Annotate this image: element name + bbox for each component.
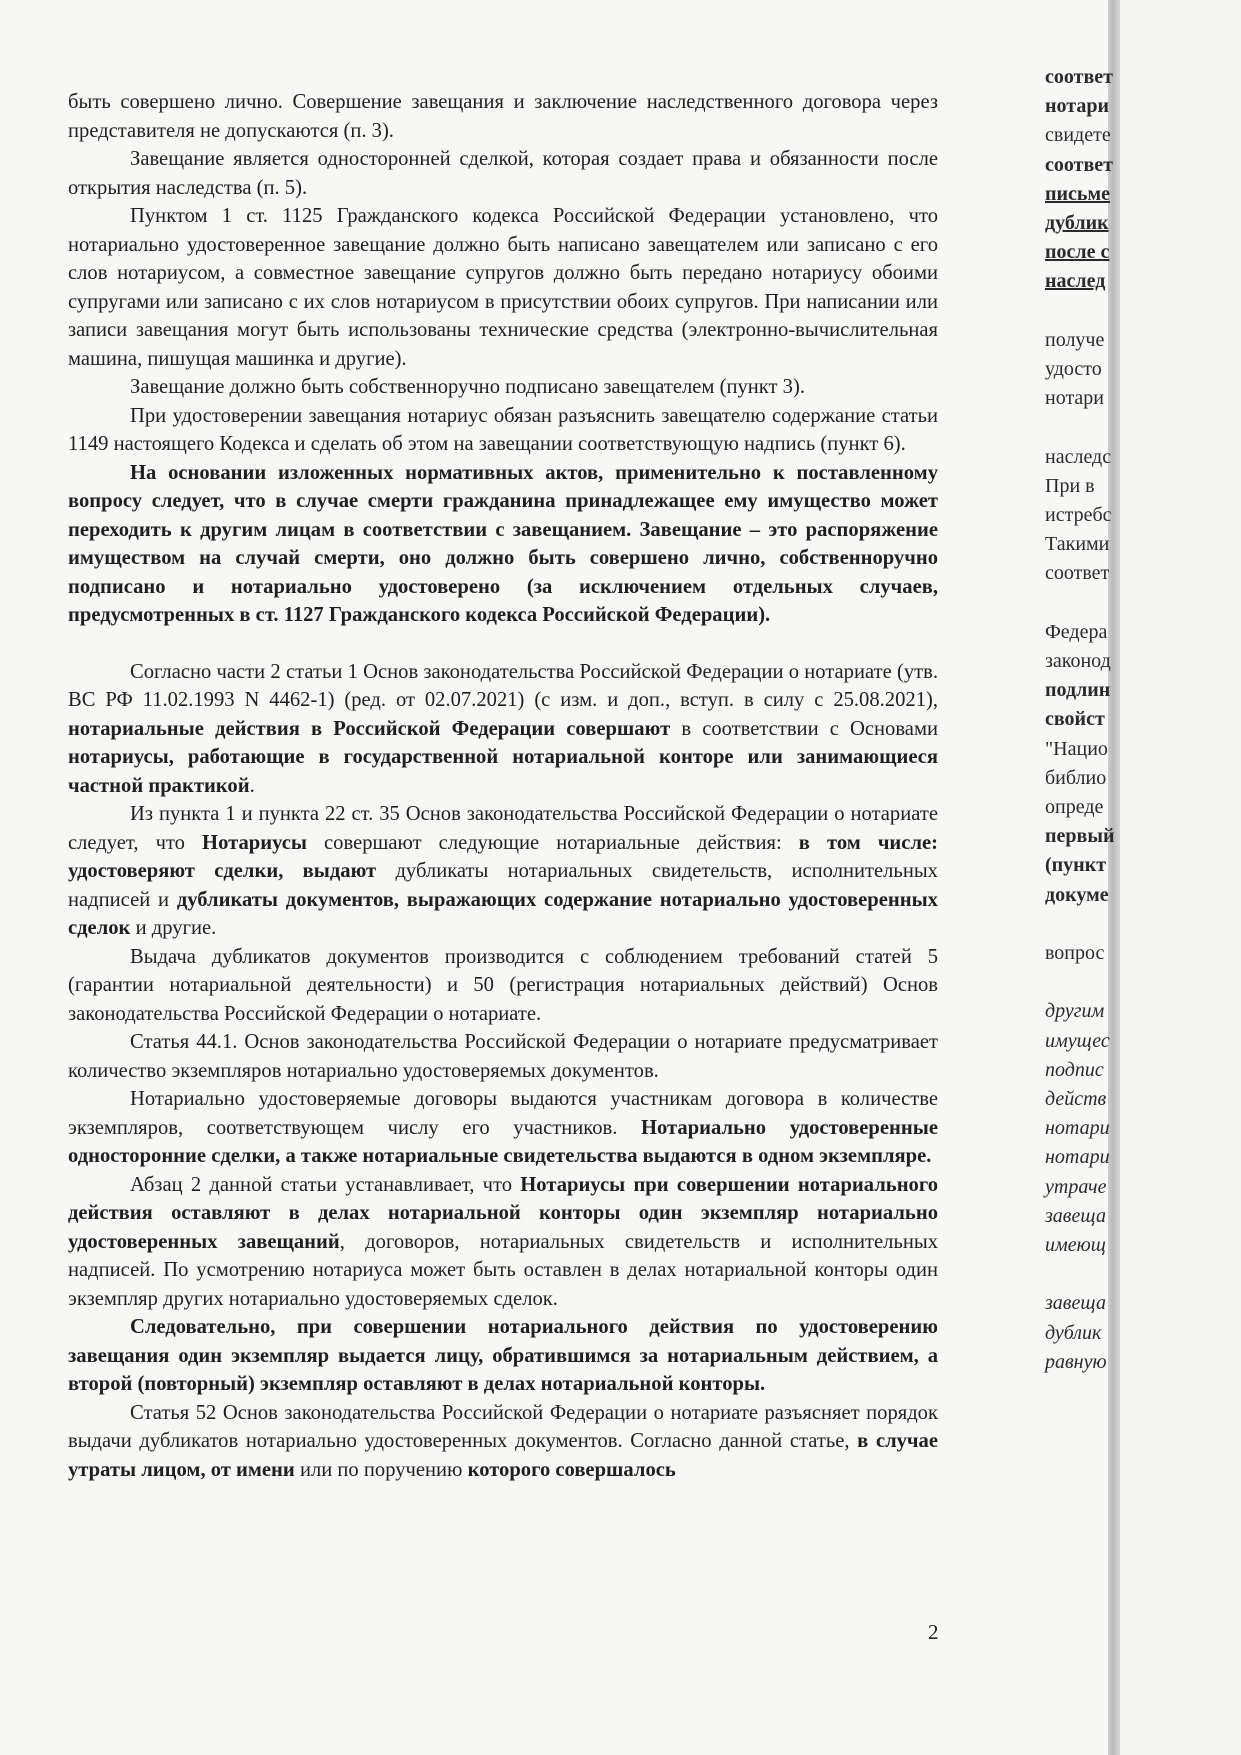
adjacent-page-text-fragment: опреде <box>1045 796 1104 818</box>
bold-text: нотариальные действия в Российской Федерации совершают <box>68 717 671 740</box>
text: При удостоверении завещания нотариус обязан разъяснить завещателю содержание статьи 1149 настоящего Кодекса и сделать об этом на завещании соответствующую надпись (пункт 6). <box>68 404 938 455</box>
adjacent-page-text-fragment: свидете <box>1045 124 1111 147</box>
adjacent-page-text-fragment: удосто <box>1045 358 1102 380</box>
adjacent-page-text-fragment: завеща <box>1045 1292 1106 1315</box>
bold-text: Нотариусы <box>202 831 307 854</box>
adjacent-page-text-fragment: соответ <box>1045 153 1113 176</box>
adjacent-page-text-fragment: нотари <box>1045 95 1109 118</box>
adjacent-page-text-fragment: завеща <box>1045 1204 1106 1227</box>
text: дубликаты нотариальных свидетельств, исполнительных надписей и <box>68 860 938 911</box>
adjacent-page-text-fragment: действ <box>1045 1088 1107 1110</box>
text: Выдача дубликатов документов производится с соблюдением требований статей 5 (гарантии нотариальной деятельности) и 50 (регистрация нотариальных действий) Основ законодательства Российской Федерации о нотариате. <box>68 945 938 1025</box>
paragraph <box>68 943 938 1029</box>
text: , договоров, нотариальных свидетельств и исполнительных надписей. По усмотрению нотариуса может быть оставлен в делах нотариальной конторы один экземпляр других нотариально удостоверяемых сделок. <box>68 1230 939 1310</box>
adjacent-page-text-fragment: имущес <box>1045 1029 1110 1052</box>
adjacent-page-text-fragment: докуме <box>1045 883 1109 906</box>
text: в соответствии с Основами <box>670 717 938 740</box>
bold-text: в том числе: удостоверяют сделки, выдают <box>68 831 938 882</box>
paragraph <box>68 800 938 943</box>
paragraph <box>68 1399 938 1485</box>
paragraph <box>68 1085 938 1171</box>
adjacent-page-text-fragment: наследс <box>1045 445 1112 468</box>
adjacent-page-text-fragment: другим <box>1045 1000 1105 1023</box>
adjacent-page-text-fragment: нотари <box>1045 1117 1110 1140</box>
text: или по поручению <box>294 1458 468 1481</box>
text: Пунктом 1 ст. 1125 Гражданского кодекса Российской Федерации установлено, что нотариально удостоверенное завещание должно быть написано завещателем или записано с его слов нотариусом, а совместное завещание супругов должно быть передано нотариусу обоими супругами или записано с их слов нотариусом в присутствии обоих супругов. При написании или записи завещания могут быть использованы технические средства (электронно-вычислительная машина, пишущая машинка и другие). <box>68 205 938 370</box>
adjacent-page-text-fragment: нотари <box>1045 1146 1110 1169</box>
adjacent-page-text-fragment: законод <box>1045 650 1111 672</box>
bold-text: Нотариально удостоверенные односторонние сделки, а также нотариальные свидетельства выдаются в одном экземпляре. <box>68 1116 938 1167</box>
adjacent-page-text-fragment: утраче <box>1045 1175 1107 1198</box>
bold-text: дубликаты документов, выражающих содержание нотариально удостоверенных сделок <box>68 888 938 939</box>
adjacent-page-text-fragment: имеющ <box>1045 1234 1106 1256</box>
text: Согласно части 2 статьи 1 Основ законодательства Российской Федерации о нотариате (утв. ВС РФ 11.02.1993 N 4462-1) (ред. от 02.07.2021) (с изм. и доп., вступ. в силу с 25.08.2021), <box>68 660 938 711</box>
adjacent-page-text-fragment: после с <box>1045 241 1110 264</box>
adjacent-page-text-fragment: наслед <box>1045 270 1106 293</box>
bold-text: нотариусы, работающие в государственной нотариальной конторе или занимающиеся частной практикой <box>68 746 938 797</box>
paragraph <box>68 658 938 801</box>
adjacent-page-text-fragment: подпис <box>1045 1058 1104 1081</box>
paragraph <box>68 459 938 630</box>
adjacent-page-text-fragment: письме <box>1045 182 1110 205</box>
page-gutter <box>1108 0 1120 1755</box>
text: совершают следующие нотариальные действия: <box>306 831 799 854</box>
document-body <box>68 88 938 1484</box>
text: Завещание должно быть собственноручно подписано завещателем (пункт 3). <box>130 376 805 398</box>
adjacent-page-text-fragment: библио <box>1045 766 1107 789</box>
paragraph <box>68 88 938 145</box>
adjacent-page <box>1045 0 1241 1755</box>
adjacent-page-text-fragment: вопрос <box>1045 942 1105 964</box>
adjacent-page-text-fragment: нотари <box>1045 387 1105 410</box>
paragraph <box>68 1171 938 1314</box>
adjacent-page-text-fragment: истребс <box>1045 504 1112 526</box>
paragraph <box>68 373 938 402</box>
bold-text: Нотариусы при совершении нотариального действия оставляют в делах нотариальной конторы один экземпляр нотариально удостоверенных завещаний <box>68 1173 938 1253</box>
adjacent-page-text-fragment: равную <box>1045 1350 1107 1373</box>
adjacent-page-text-fragment: Федера <box>1045 620 1108 643</box>
adjacent-page-text-fragment: "Нацио <box>1045 737 1108 760</box>
bold-text: которого совершалось <box>467 1458 676 1481</box>
adjacent-page-text-fragment: получе <box>1045 328 1105 351</box>
text: Статья 52 Основ законодательства Российской Федерации о нотариате разъясняет порядок выдачи дубликатов нотариально удостоверенных документов. Согласно данной статье, <box>68 1401 938 1452</box>
adjacent-page-text-fragment: первый <box>1045 825 1115 848</box>
adjacent-page-text-fragment: соответ <box>1045 66 1113 88</box>
bold-text: Следовательно, при совершении нотариального действия по удостоверению завещания один экземпляр выдается лицу, обратившимся за нотариальным действием, а второй (повторный) экземпляр оставляют в делах нотариальной конторы. <box>68 1316 938 1395</box>
paragraph <box>68 202 938 373</box>
text: Из пункта 1 и пункта 22 ст. 35 Основ законодательства Российской Федерации о нотариате следует, что <box>68 803 938 854</box>
adjacent-page-text-fragment: (пункт <box>1045 854 1107 877</box>
bold-text: в случае утраты лицом, от имени <box>68 1430 938 1481</box>
text: Нотариально удостоверяемые договоры выдаются участникам договора в количестве экземпляров, соответствующем числу его участников. <box>68 1088 938 1139</box>
paragraph <box>68 1313 938 1399</box>
adjacent-page-text-fragment: подлин <box>1045 679 1111 702</box>
text: и другие. <box>130 917 217 939</box>
text: Завещание является односторонней сделкой, которая создает права и обязанности после открытия наследства (п. 5). <box>68 148 938 199</box>
paragraph <box>68 402 938 459</box>
bold-text: На основании изложенных нормативных актов, применительно к поставленному вопросу следует, что в случае смерти гражданина принадлежащее ему имущество может переходить к другим лицам в соответствии с завещанием. Завещание – это распоряжение имуществом на случай смерти, оно должно быть совершено лично, собственноручно подписано и нотариально удостоверено (за исключением отдельных случаев, предусмотренных в ст. 1127 Гражданского кодекса Российской Федерации). <box>68 461 938 626</box>
paragraph <box>68 145 938 202</box>
adjacent-page-text-fragment: дублик <box>1045 212 1109 234</box>
text: Статья 44.1. Основ законодательства Российской Федерации о нотариате предусматривает количество экземпляров нотариально удостоверяемых документов. <box>68 1031 938 1082</box>
text: Абзац 2 данной статьи устанавливает, что <box>130 1173 521 1196</box>
adjacent-page-text-fragment: Такими <box>1045 533 1110 556</box>
paragraph <box>68 1028 938 1085</box>
text: быть совершено лично. Совершение завещания и заключение наследственного договора через представителя не допускаются (п. 3). <box>68 91 938 142</box>
text: . <box>249 774 255 797</box>
adjacent-page-text-fragment: При в <box>1045 474 1095 497</box>
adjacent-page-text-fragment: дублик <box>1045 1321 1102 1344</box>
adjacent-page-text-fragment: соответ <box>1045 562 1110 585</box>
adjacent-page-text-fragment: свойст <box>1045 708 1105 731</box>
page-number: 2 <box>928 1620 939 1644</box>
